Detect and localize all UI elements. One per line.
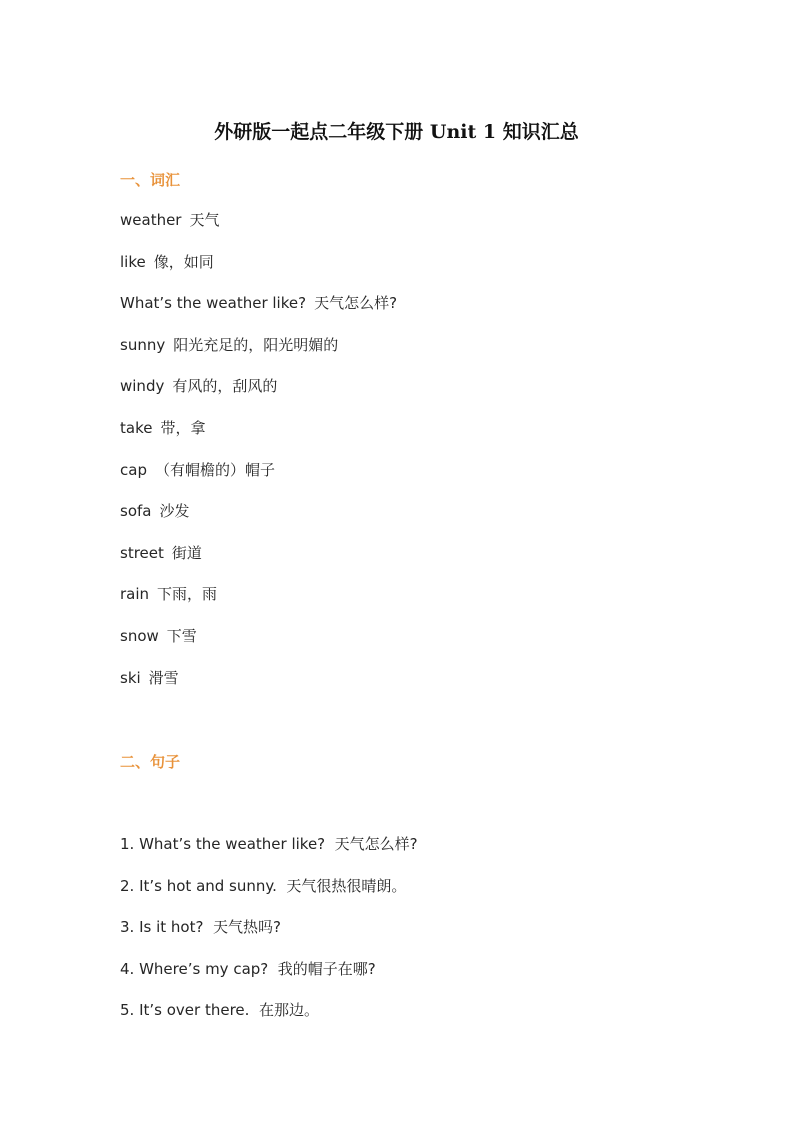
vocab-chinese: 街道 (171, 544, 202, 562)
vocab-english: weather (120, 211, 182, 229)
vocab-chinese: 阳光充足的，阳光明媚的 (173, 336, 339, 354)
vocab-english: sunny (120, 336, 166, 354)
vocab-chinese: 下雪 (166, 627, 197, 645)
sentence-item: 1. What’s the weather like? 天气怎么样? (120, 835, 418, 853)
vocab-item (120, 459, 275, 481)
vocab-item (120, 667, 179, 689)
vocab-english: sofa (120, 502, 152, 520)
vocab-item (120, 209, 220, 231)
vocab-english: take (120, 419, 153, 437)
vocab-english: What’s the weather like? (120, 294, 307, 312)
sentence-item: 2. It’s hot and sunny. 天气很热很晴朗。 (120, 877, 407, 895)
vocab-english: windy (120, 377, 165, 395)
vocab-item (120, 375, 277, 397)
vocab-chinese: 天气怎么样? (314, 294, 398, 312)
section-heading-sentences: 二、句子 (120, 753, 181, 771)
vocab-item (120, 542, 202, 564)
sentence-item: 5. It’s over there. 在那边。 (120, 1001, 319, 1019)
vocab-item (120, 583, 217, 605)
vocab-english: rain (120, 585, 150, 603)
vocab-chinese: 下雨，雨 (157, 585, 218, 603)
section-heading-vocabulary: 一、词汇 (120, 171, 181, 189)
sentence-item: 3. Is it hot? 天气热吗? (120, 918, 281, 936)
vocab-chinese: 有风的，刮风的 (172, 377, 278, 395)
vocab-chinese: 带，拿 (160, 419, 206, 437)
sentence-item: 4. Where’s my cap? 我的帽子在哪? (120, 960, 376, 978)
vocab-chinese: 像，如同 (153, 253, 214, 271)
vocab-english: snow (120, 627, 159, 645)
vocab-chinese: （有帽檐的）帽子 (154, 461, 275, 479)
vocab-item (120, 251, 214, 273)
vocab-item (120, 500, 189, 522)
vocab-item (120, 417, 205, 439)
vocab-item (120, 292, 397, 314)
vocab-chinese: 天气 (189, 211, 220, 229)
vocab-english: ski (120, 669, 141, 687)
vocab-chinese: 滑雪 (148, 669, 179, 687)
vocab-chinese: 沙发 (159, 502, 190, 520)
vocab-english: cap (120, 461, 147, 479)
vocab-english: street (120, 544, 164, 562)
vocab-item (120, 625, 197, 647)
vocab-item (120, 334, 338, 356)
vocab-english: like (120, 253, 146, 271)
document-title: 外研版一起点二年级下册 Unit 1 知识汇总 (214, 121, 579, 143)
